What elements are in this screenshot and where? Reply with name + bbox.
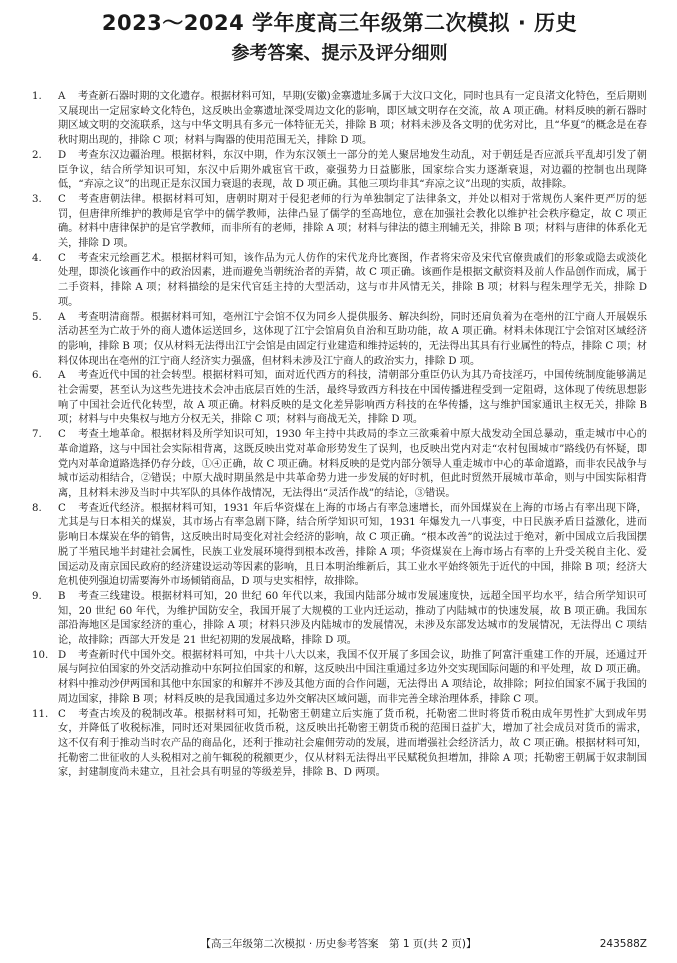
answer-number: 7. (32, 429, 42, 441)
answer-key: D (58, 649, 67, 661)
answer-explanation: 考查近代中国的社会转型。根据材料可知，面对近代西方的科技，清朝部分重臣仍认为其乃奇技淫巧，中国传统制度能够满足社会需要，甚至认为这些先进技术会冲击底层百姓的生活，最终导致西方科技在中国传播进程受到一定阻碍，这体现了传统思想影响了中国社会近代化转型，故 A 项正确。材料反映的是文化差异影响西方科技的在华传播，这与维护国家通讯主权无关，排除 B 项；材料与中央集权与地方分权无关，排除 C 项；材料与商战无关，排除 D 项。 (58, 370, 647, 426)
answer-body (58, 193, 647, 252)
footer-paper-code: 243588Z (599, 938, 647, 950)
answer-number: 11. (32, 708, 49, 720)
answer-item (32, 369, 647, 428)
answer-number: 10. (32, 649, 49, 661)
answer-key: A (58, 91, 66, 102)
answer-explanation: 考查近代经济。根据材料可知，1931 年后华资煤在上海的市场占有率急速增长，而外国煤炭在上海的市场占有率出现下降，尤其是与日本相关的煤炭，其市场占有率急剧下降，结合所学知识可知，1931 年爆发九一八事变，中日民族矛盾日益激化，进而影响日本煤炭在华的销售，这反映出时局变化对社会经济的影响，故 C 项正确。“根本改善”的说法过于绝对，新中国成立后我国摆脱了半殖民地半封建社会属性，民族工业发展环境得到根本改善，排除 A 项；华资煤炭在上海市场占有率的上升受关税自主化、爱国运动及南京国民政府的经济建设运动等因素的影响，且日本明治维新后，其工业水平始终领先于近代的中国，排除 B 项；经济大危机使列强迫切需要海外市场倾销商品，D 项与史实相悖，故排除。 (58, 502, 647, 588)
answer-number: 9. (32, 590, 42, 602)
answer-item (32, 590, 647, 649)
answer-number: 8. (32, 502, 42, 514)
page-footer (0, 937, 677, 951)
answer-body (58, 649, 647, 708)
answer-body (58, 90, 647, 149)
footer-page-info: 【高三年级第二次模拟 · 历史参考答案 第 1 页(共 2 页)】 (200, 938, 477, 950)
answer-item (32, 428, 647, 502)
page-title: 2023～2024 学年度高三年级第二次模拟 · 历史 (101, 11, 578, 35)
answer-explanation: 考查新时代中国外交。根据材料可知，中共十八大以来，我国不仅开展了多国会议，助推了阿富汗重建工作的开展，还通过开展与阿拉伯国家的外交活动推动中东阿拉伯国家的和解，这反映出中国注重通过多边外交实现国际问题的和平处理，故 D 项正确。材料中推动沙伊两国和其他中东国家的和解并不涉及其他方面的合作问题，无法得出 A 项结论，故排除；阿拉伯国家不属于我国的周边国家，排除 B 项；材料反映的是我国通过多边外交解决区域问题，而非完善全球治理体系，排除 C 项。 (58, 649, 647, 705)
answer-explanation: 考查明清商帮。根据材料可知，亳州江宁会馆不仅为同乡人提供服务、解决纠纷，同时还肩负着为在亳州的江宁商人开展娱乐活动甚至为亡故于外的商人遗体运送回乡，这体现了江宁会馆肩负自治和互助功能，故 A 项正确。材料未体现江宁会馆对区域经济的影响，排除 B 项；仅从材料无法得出江宁会馆是由固定行业建造和维持运转的，无法得出其具有行业属性的特点，排除 C 项；材料仅体现出在亳州的江宁商人经济实力强盛，但材料未涉及江宁商人的政治实力，排除 D 项。 (58, 311, 647, 367)
answer-list (32, 90, 647, 781)
answer-key: C (58, 193, 66, 205)
answer-body (58, 708, 647, 782)
answer-item (32, 193, 647, 252)
answer-item (32, 502, 647, 590)
answer-key: C (58, 502, 66, 514)
answer-explanation: 考查新石器时期的文化遗存。根据材料可知，早期(安徽)金寨遗址多属于大汶口文化，同时也具有一定良渚文化特色，至后期则又展现出一定屈家岭文化特色，这反映出金寨遗址深受周边文化的影响，即区域文明存在交流，故 A 项正确。材料反映的新石器时期区域文明的交流联系，这与中华文明具有多元一体特征无关，排除 B 项；材料未涉及各文明的优劣对比，且“华夏”的概念是在春秋时期出现的，排除 C 项；材料与陶器的使用范围无关，排除 D 项。 (58, 91, 647, 147)
answer-explanation: 考查唐朝法律。根据材料可知，唐朝时期对于侵犯老师的行为单独制定了法律条文，并处以相对于常规伤人案件更严厉的惩罚，但唐律所维护的教师是官学中的儒学教师，法律凸显了儒学的至高地位，意在加强社会教化以维护社会秩序稳定，故 C 项正确。材料中唐律保护的是官学教师，而非所有的老师，排除 A 项；材料与律法的德主刑辅无关，排除 B 项；材料与唐律的体系化无关，排除 D 项。 (58, 193, 647, 250)
answer-key: A (58, 370, 66, 382)
answer-explanation: 考查东汉边疆治理。根据材料，东汉中期，作为东汉领土一部分的羌人聚居地发生动乱，对于朝廷是否应派兵平乱却引发了朝臣争议，结合所学知识可知，东汉中后期外戚宦官干政，豪强势力日益膨胀，国家综合实力逐渐衰退，对边疆的控制也出现降低，“弃凉之议”的出现正是东汉国力衰退的表现，故 D 项正确。其他三项均非其“弃凉之议”出现的实质，故排除。 (58, 149, 647, 191)
answer-key: B (58, 590, 66, 602)
answer-key: D (58, 149, 67, 161)
answer-item (32, 149, 647, 193)
answer-number: 2. (32, 149, 42, 161)
answer-number: 3. (32, 193, 42, 205)
answer-explanation: 考查古埃及的税制改革。根据材料可知，托勒密王朝建立后实施了货币税，托勒密二世时将货币税由成年男性扩大到成年男女，并降低了收税标准，同时还对果园征收货币税，这反映出托勒密王朝货币税的范围日益扩大，增加了社会成员对货币的需求，这不仅有利于推动当时农产品的商品化，还利于推动社会雇佣劳动的发展，进而增强社会经济活力，故 C 项正确。根据材料可知，托勒密二世征收的人头税相对之前午辄税的税额更少，仅从材料无法得出平民赋税负担增加，排除 A 项；托勒密王朝属于奴隶制国家，封建制度尚未建立，且社会具有明显的等级差异，排除 B、D 两项。 (58, 708, 647, 779)
answer-explanation: 考查宋元绘画艺术。根据材料可知，该作品为元人仿作的宋代龙舟比赛图，作者将宋帝及宋代官僚贵戚们的形象或隐去或淡化处理，即淡化该画作中的政治因素，进而避免当朝统治者的弄猜，故 C 项正确。该画作是根据文献资料及前人作品创作而成，属于二手资料，排除 A 项；材料描绘的是宋代官廷主持的大型活动，这与市井风情无关，排除 B 项；材料与程朱理学无关，排除 D 项。 (58, 252, 647, 308)
answer-item (32, 708, 647, 782)
answer-item (32, 90, 647, 149)
answer-item (32, 311, 647, 370)
answer-number: 5. (32, 311, 42, 323)
answer-body (58, 428, 647, 502)
answer-explanation: 考查土地革命。根据材料及所学知识可知，1930 年主持中共政局的李立三欲乘着中原大战发动全国总暴动，重走城市中心的革命道路，这与中国社会实际相背离，这既反映出党对革命形势发生了误判，也反映出党内对走“农村包围城市”路线仍有怀疑，即党内对革命道路选择仍存分歧，①④正确，故 C 项正确。材料反映的是党内部分领导人重走城市中心的革命道路，而非农民战争与城市运动相结合，②错误；中原大战时期虽然是中共革命势力进一步发展的好时机，但此时贸然开展城市革命，则与中国实际相背离，且材料未涉及当时中共军队的具体作战情况，无法得出“灵活作战”的结论，③错误。 (58, 429, 647, 499)
answer-body (58, 252, 647, 311)
answer-key: C (58, 252, 66, 264)
answer-key: A (58, 311, 66, 323)
answer-number: 1. (32, 91, 42, 102)
page-subtitle: 参考答案、提示及评分细则 (231, 43, 448, 64)
answer-key: C (58, 708, 66, 720)
answer-item (32, 649, 647, 708)
answer-explanation: 考查三线建设。根据材料可知，20 世纪 60 年代以来，我国内陆部分城市发展速度快，远超全国平均水平，结合所学知识可知，20 世纪 60 年代，为维护国防安全，我国开展了大规模的工业内迁运动，推动了内陆城市的快速发展，故 B 项正确。我国东部沿海地区是国家经济的重心，排除 A 项；材料只涉及内陆城市的发展情况，未涉及东部发达城市的发展情况，无法得出 C 项结论，故排除；西部大开发是 21 世纪初期的发展战略，排除 D 项。 (58, 590, 647, 647)
answer-item (32, 252, 647, 311)
answer-body (58, 149, 647, 193)
answer-body (58, 590, 647, 649)
answer-body (58, 502, 647, 590)
answer-key: C (58, 429, 66, 441)
answer-number: 6. (32, 370, 42, 382)
answer-body (58, 369, 647, 428)
answer-body (58, 311, 647, 370)
answer-number: 4. (32, 252, 42, 264)
